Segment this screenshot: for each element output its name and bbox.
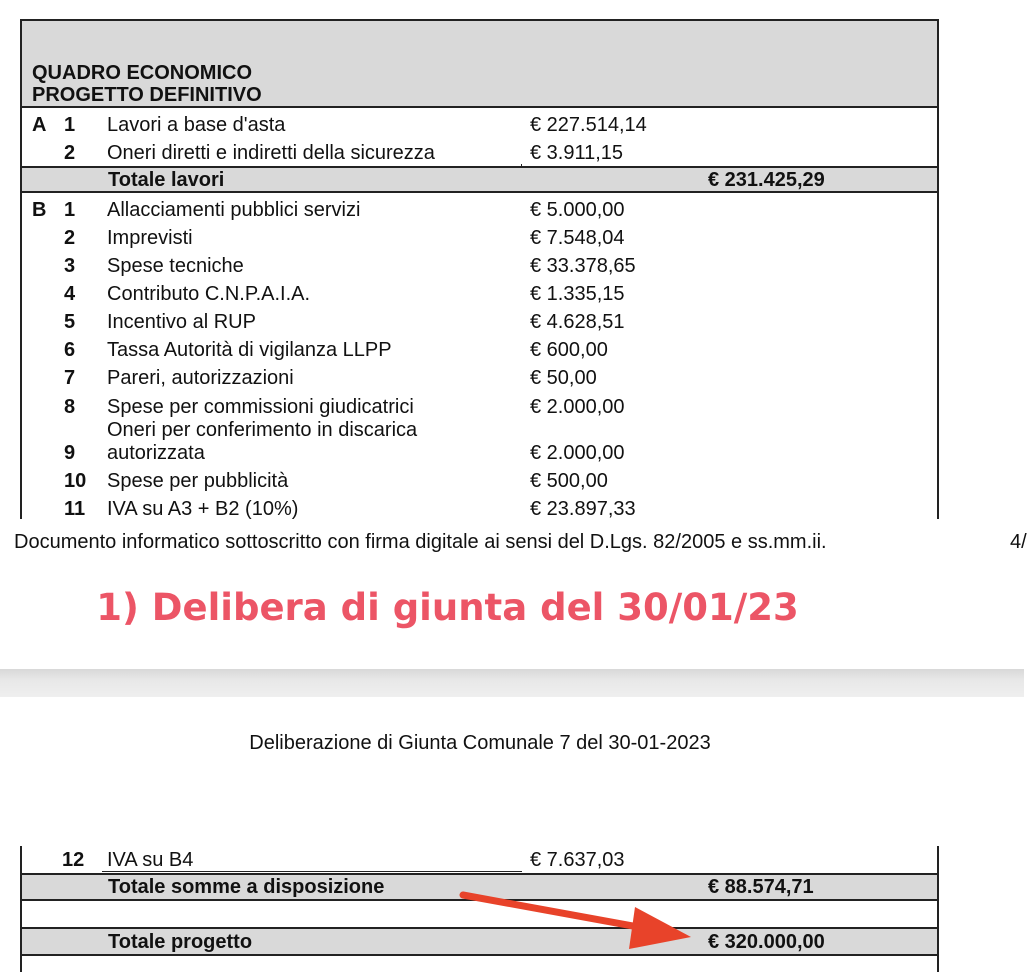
total-somme-label: Totale somme a disposizione (108, 876, 385, 898)
row-description: IVA su B4 (107, 849, 194, 871)
total-progetto-label: Totale progetto (108, 931, 253, 953)
row-number: 9 (64, 442, 76, 464)
row-description: Spese per pubblicità (107, 470, 289, 492)
row-number: 6 (64, 339, 76, 361)
row-number: 4 (64, 283, 76, 305)
row-description: Spese tecniche (107, 255, 244, 277)
section-b-label: B (32, 199, 47, 221)
table-title-line2: PROGETTO DEFINITIVO (32, 84, 262, 106)
row-amount: € 500,00 (530, 470, 608, 492)
row-amount: € 2.000,00 (530, 396, 625, 418)
row-number: 10 (64, 470, 87, 492)
row-number: 2 (64, 142, 76, 164)
row-description: Spese per commissioni giudicatrici (107, 396, 414, 418)
row-number: 3 (64, 255, 76, 277)
row-number: 12 (62, 849, 85, 871)
row-number: 5 (64, 311, 76, 333)
row-description: Oneri diretti e indiretti della sicurezza (107, 142, 435, 164)
row-description: Allacciamenti pubblici servizi (107, 199, 361, 221)
page-2-header: Deliberazione di Giunta Comunale 7 del 30-01-2023 (249, 732, 711, 754)
row-description: Incentivo al RUP (107, 311, 256, 333)
total-lavori-label: Totale lavori (108, 169, 225, 191)
total-somme-amount: € 88.574,71 (708, 876, 814, 898)
row-number: 11 (64, 498, 86, 520)
row-amount: € 3.911,15 (530, 142, 624, 164)
row-number: 1 (64, 199, 76, 221)
row-description: IVA su A3 + B2 (10%) (107, 498, 299, 520)
row-amount: € 4.628,51 (530, 311, 625, 333)
row-description: Tassa Autorità di vigilanza LLPP (107, 339, 392, 361)
row-amount: € 5.000,00 (530, 199, 625, 221)
row-description: autorizzata (107, 442, 205, 464)
row-description: Pareri, autorizzazioni (107, 367, 294, 389)
row-amount: € 7.637,03 (530, 849, 625, 871)
row-amount: € 50,00 (530, 367, 597, 389)
row-number: 1 (64, 114, 76, 136)
row-amount: € 600,00 (530, 339, 608, 361)
row-number: 8 (64, 396, 76, 418)
row-amount: € 7.548,04 (530, 227, 625, 249)
row-amount: € 2.000,00 (530, 442, 625, 464)
row-amount: € 33.378,65 (530, 255, 636, 277)
row-number: 2 (64, 227, 76, 249)
table-title-line1: QUADRO ECONOMICO (32, 62, 252, 84)
row-amount: € 227.514,14 (530, 114, 647, 136)
row-description: Oneri per conferimento in discarica (107, 419, 418, 441)
row-description: Contributo C.N.P.A.I.A. (107, 283, 311, 305)
row-description: Lavori a base d'asta (107, 114, 286, 136)
page-number: 4/ (1010, 531, 1027, 553)
row-description: Imprevisti (107, 227, 193, 249)
row-amount: € 23.897,33 (530, 498, 636, 520)
red-arrow-icon (455, 885, 705, 955)
row-amount: € 1.335,15 (530, 283, 625, 305)
section-a-label: A (32, 114, 47, 136)
page-separator (0, 669, 1024, 697)
red-caption: 1) Delibera di giunta del 30/01/23 (96, 586, 799, 629)
total-progetto-amount: € 320.000,00 (708, 931, 825, 953)
row-number: 7 (64, 367, 76, 389)
digital-signature-footer: Documento informatico sottoscritto con firma digitale ai sensi del D.Lgs. 82/2005 e ss.mm.ii. (14, 531, 827, 553)
total-lavori-amount: € 231.425,29 (708, 169, 825, 191)
